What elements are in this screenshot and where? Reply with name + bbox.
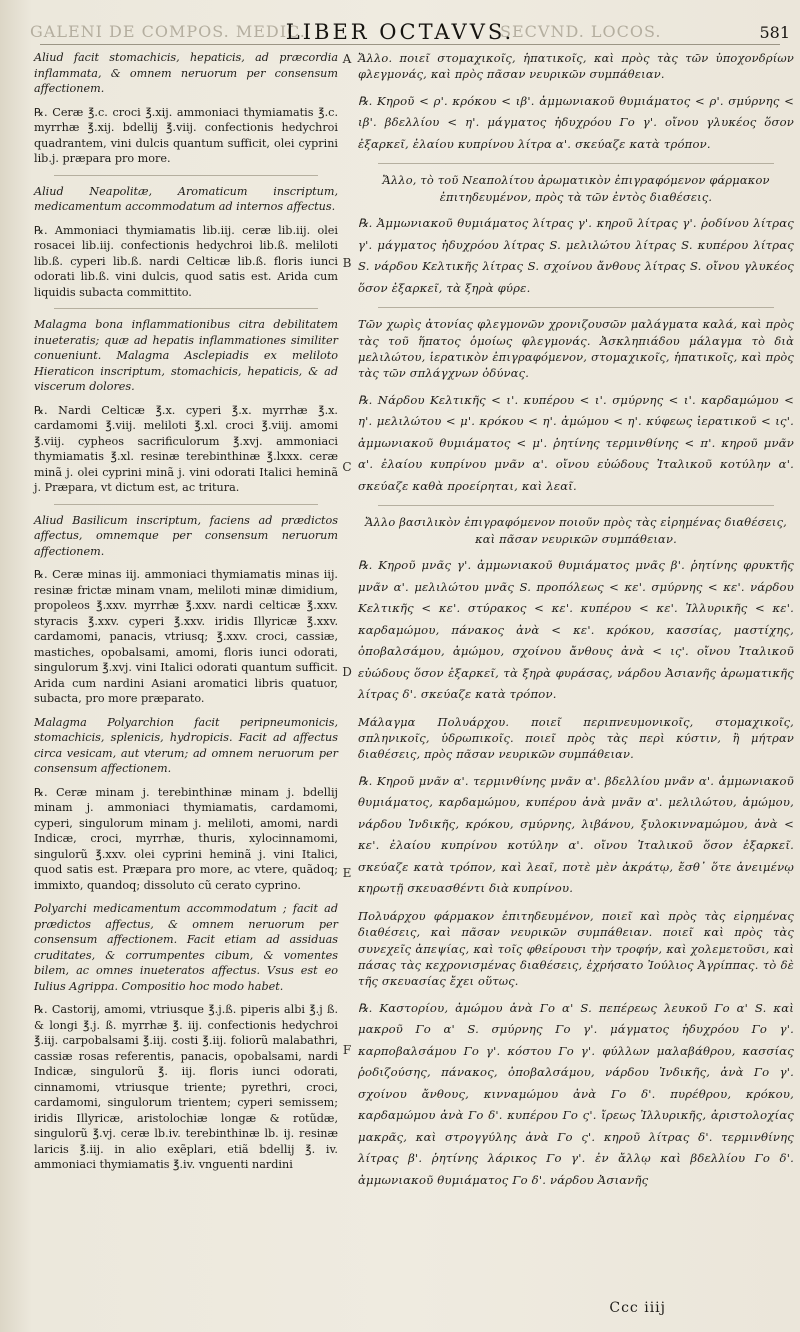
latin-heading-1: Aliud facit stomachicis, hepaticis, ad præcordia inflammata, & omnem neruorum per consensum affectionem. <box>34 51 338 95</box>
divider <box>54 175 318 176</box>
latin-recipe-6: ℞. Castorij, amomi, vtriusque ℥.j.ß. piperis albi ℥.j ß. & longi ℥.j. ß. myrrhæ ℥. iij. confectionis hedychroi ℥.iij. carpobalsami ℥.iij. costi ℥.iij. foliorũ malabathri, cassiæ rosas referentis, panacis, opobalsami, nardi Indicæ, singulorũ ℥. iij. floris iunci odorati, cinnamomi, vtriusque triente; pyrethri, croci, cardamomi, singulorum trientem; cyperi semissem; iridis Illyricæ, aristolochiæ longæ & rotũdæ, singulorũ ℥.vj. ceræ lb.iv. terebinthinæ lb. ij. resinæ laricis ℥.iij. in alio exẽplari, etiã bdellij ℥. iv. ammoniaci thymiamatis ℥.iv. vnguenti nardini <box>34 1003 338 1171</box>
margin-letter-e: E <box>342 866 352 880</box>
divider <box>378 163 774 164</box>
running-title: LIBER OCTAVVS. <box>285 20 515 44</box>
greek-recipe-5: ℞. Κηροῦ μνᾶν α'. τερμινθίνης μνᾶν α'. βδελλίου μνᾶν α'. ἀμμωνιακοῦ θυμιάματος, καρδαμώμου, κυπέρου ἀνὰ μνᾶν α'. μελιλώτου, ἀμώμου, νάρδου Ἰνδικῆς, κρόκου, σμύρνης, λιβάνου, ξυλοκινναμώμου, ἀνὰ < κε'. ἐλαίου κυπρίνου κοτύλην α'. οἴνου Ἰταλικοῦ ὅσον ἐξαρκεῖ. σκεύαζε κατὰ τρόπον, καὶ λεαῖ, ποτὲ μὲν ἀκράτῳ, ἔσθ᾽ ὅτε ἀνειμένῳ κηρωτῇ σκευασθέντι διὰ κυπρίνου. <box>358 773 794 896</box>
header-rule <box>40 44 780 45</box>
latin-heading-5: Malagma Polyarchion facit peripneumonicis, stomachicis, splenicis, hydropicis. Facit ad affectus circa vesicam, aut vterum; ad omnem neruorum per consensum affectionem. <box>34 715 338 775</box>
greek-recipe-4: ℞. Κηροῦ μνᾶς γ'. ἀμμωνιακοῦ θυμιάματος μνᾶς β'. ῥητίνης φρυκτῆς μνᾶν α'. μελιλώτου μνᾶς S. προπόλεως < κε'. σμύρνης < κε'. νάρδου Κελτικῆς < κε'. στύρακος < κε'. κυπέρου < κε'. Ἰλλυρικῆς < κε'. καρδαμώμου, πάνακος ἀνὰ < κε'. κρόκου, κασσίας, μαστίχης, ὀποβαλσάμου, ἀμώμου, σχοίνου ἄνθους ἀνὰ < ις'. οἴνου Ἰταλικοῦ εὐώδους ὅσον ἐξαρκεῖ, τὰ ξηρὰ φυράσας, νάρδου Ἀσιανῆς ἀρωματικῆς λίτρας δ'. σκεύαζε κατὰ τρόπον. <box>358 558 794 702</box>
greek-heading-4: Ἄλλο βασιλικὸν ἐπιγραφόμενον ποιοῦν πρὸς τὰς εἰρημένας διαθέσεις, καὶ πᾶσαν νευρικῶν συμπάθειαν. <box>364 515 788 546</box>
greek-column <box>358 50 794 1199</box>
greek-recipe-6: ℞. Καστορίου, ἀμώμου ἀνὰ Γο α' S. πεπέρεως λευκοῦ Γο α' S. καὶ μακροῦ Γο α' S. σμύρνης Γο γ'. μάγματος ἡδυχρόου Γο γ'. καρποβαλσάμου Γο γ'. κόστου Γο γ'. φύλλων μαλαβάθρου, κασσίας ῥοδιζούσης, πάνακος, ὀποβαλσάμου, νάρδου Ἰνδικῆς, ἀνὰ Γο γ'. σχοίνου ἄνθους, κινναμώμου ἀνὰ Γο δ'. πυρέθρου, κρόκου, καρδαμώμου ἀνὰ Γο δ'. κυπέρου Γο ς'. ἴρεως Ἰλλυρικῆς, ἀριστολοχίας μακρᾶς, καὶ στρογγύλης ἀνὰ Γο ς'. κηροῦ λίτρας δ'. τερμινθίνης λίτρας β'. ῥητίνης λάρικος Γο γ'. ἐν ἄλλῳ καὶ βδελλίου Γο δ'. ἀμμωνιακοῦ θυμιάματος Γο δ'. νάρδου Ἀσιανῆς <box>358 1000 794 1187</box>
greek-heading-1: Ἄλλο. ποιεῖ στομαχικοῖς, ἡπατικοῖς, καὶ πρὸς τὰς τῶν ὑποχονδρίων φλεγμονάς, καὶ πρὸς πᾶσαν νευρικῶν συμπάθειαν. <box>358 51 794 82</box>
latin-heading-3: Malagma bona inflammationibus citra debilitatem inueteratis; quæ ad hepatis inflammationes similiter conueniunt. Malagma Asclepiadis ex meliloto Hieraticon inscriptum, stomachicis, hepaticis, & ad viscerum dolores. <box>34 318 338 393</box>
latin-heading-4: Aliud Basilicum inscriptum, faciens ad prædictos affectus, omnemque per consensum neruorum affectionem. <box>34 513 338 558</box>
divider <box>378 307 774 308</box>
greek-heading-3: Τῶν χωρὶς ἀτονίας φλεγμονῶν χρονιζουσῶν μαλάγματα καλά, καὶ πρὸς τὰς τοῦ ἥπατος ὁμοίως φλεγμονάς. Ἀσκληπιάδου μάλαγμα τὸ διὰ μελιλώτου, ἱερατικὸν ἐπιγραφόμενον, στομαχικοῖς, ἡπατικοῖς, καὶ πρὸς τὰς τῶν σπλάγχνων ὀδύνας. <box>358 317 794 381</box>
latin-recipe-4: ℞. Ceræ minas iij. ammoniaci thymiamatis minas iij. resinæ frictæ minam vnam, meliloti minæ dimidium, propoleos ℥.xxv. myrrhæ ℥.xxv. nardi celticæ ℥.xxv. styracis ℥.xxv. cyperi ℥.xxv. iridis Illyricæ ℥.xxv. cardamomi, panacis, vtriusq; ℥.xxv. croci, cassiæ, mastiches, opobalsami, amomi, floris iunci odorati, singulorum ℥.xvj. vini Italici odorati quantum sufficit. Arida cum nardini Asiani aromatici libris quatuor, subacta, pro more præparato. <box>34 568 338 705</box>
margin-letter-b: B <box>342 256 352 270</box>
page-number: 581 <box>759 23 790 42</box>
latin-column <box>34 50 338 1181</box>
greek-heading-6: Πολυάρχου φάρμακον ἐπιτηδευμένον, ποιεῖ καὶ πρὸς τὰς εἰρημένας διαθέσεις, καὶ πᾶσαν νευρικῶν συμπάθειαν. ποιεῖ καὶ πρὸς τὰς συνεχεῖς ἀπεψίας, καὶ τοῖς φθείρουσι τὴν τροφήν, καὶ χολεμετοῦσι, καὶ πάσας τὰς κεχρονισμένας διαθέσεις, ἐχρήσατο Ἰούλιος Ἀγρίππας. τὸ δὲ τῆς σκευασίας ἔχει οὕτως. <box>358 908 794 989</box>
bleed-through-text-right: SECVND. LOCOS. <box>500 22 662 41</box>
latin-recipe-2: ℞. Ammoniaci thymiamatis lib.iij. ceræ lib.iij. olei rosacei lib.iij. confectionis hedychroi lib.ß. meliloti lib.ß. cyperi lib.ß. nardi Celticæ lib.ß. floris iunci odorati lib.ß. vini dulcis, quod satis est. Arida cum liquidis subacta committito. <box>34 223 338 299</box>
greek-heading-2: Ἄλλο, τὸ τοῦ Νεαπολίτου ἀρωματικὸν ἐπιγραφόμενον φάρμακον ἐπιτηδευμένον, πρὸς τὰ τῶν ἐντὸς διαθέσεις. <box>382 173 770 204</box>
margin-letter-c: C <box>342 460 352 474</box>
latin-heading-2: Aliud Neapolitæ, Aromaticum inscriptum, medicamentum accommodatum ad internos affectus. <box>34 184 338 213</box>
signature-mark: Ccc iiij <box>609 1300 666 1316</box>
latin-heading-6: Polyarchi medicamentum accommodatum ; facit ad prædictos affectus, & omnem neruorum per consensum affectionem. Facit etiam ad assiduas cruditates, & corrumpentes cibum, & vomentes bilem, ac omnes inueteratos affectus. Vsus est eo Iulius Agrippa. Compositio hoc modo habet. <box>34 902 338 993</box>
latin-recipe-3: ℞. Nardi Celticæ ℥.x. cyperi ℥.x. myrrhæ ℥.x. cardamomi ℥.viij. meliloti ℥.xl. croci ℥.viij. amomi ℥.viij. cypheos sacrificulorum ℥.xvj. ammoniaci thymiamatis ℥.xl. resinæ terebinthinæ ℥.lxxx. ceræ minã j. olei cyprini minã j. vini odorati Italici heminã j. Præpara, vt dictum est, ac tritura. <box>34 403 338 494</box>
divider <box>54 504 318 505</box>
bleed-through-text-left: GALENI DE COMPOS. MEDIC. <box>30 22 306 41</box>
greek-recipe-1: ℞. Κηροῦ < ρ'. κρόκου < ιβ'. ἀμμωνιακοῦ θυμιάματος < ρ'. σμύρνης < ιβ'. βδελλίου < η'. μάγματος ἡδυχρόου Γο γ'. οἴνου γλυκέος ὅσον ἐξαρκεῖ, ἐλαίου κυπρίνου λίτρα α'. σκεύαζε κατὰ τρόπον. <box>358 93 794 151</box>
greek-recipe-2: ℞. Ἀμμωνιακοῦ θυμιάματος λίτρας γ'. κηροῦ λίτρας γ'. ῥοδίνου λίτρας γ'. μάγματος ἡδυχρόου λίτρας S. μελιλώτου λίτρας S. κυπέρου λίτρας S. νάρδου Κελτικῆς λίτρας S. σχοίνου ἄνθους λίτρας S. οἴνου γλυκέος ὅσον ἐξαρκεῖ, τὰ ξηρὰ φύρε. <box>358 216 794 295</box>
greek-recipe-3: ℞. Νάρδου Κελτικῆς < ι'. κυπέρου < ι'. σμύρνης < ι'. καρδαμώμου < η'. μελιλώτου < μ'. κρόκου < η'. ἀμώμου < η'. κύφεως ἱερατικοῦ < ις'. ἀμμωνιακοῦ θυμιάματος < μ'. ῥητίνης τερμινθίνης < π'. κηροῦ μνᾶν α'. ἐλαίου κυπρίνου μνᾶν α'. οἴνου εὐώδους Ἰταλικοῦ κοτύλην α'. σκεύαζε καθὰ προείρηται, καὶ λεαῖ. <box>358 392 794 493</box>
margin-letter-a: A <box>342 52 352 66</box>
margin-letter-d: D <box>342 665 352 679</box>
divider <box>54 308 318 309</box>
divider <box>378 505 774 506</box>
page-header <box>0 20 800 52</box>
latin-recipe-5: ℞. Ceræ minam j. terebinthinæ minam j. bdellij minam j. ammoniaci thymiamatis, cardamomi, cyperi, singulorum minam j. meliloti, amomi, nardi Indicæ, croci, myrrhæ, thuris, xylocinnamomi, singulorũ ℥.xxv. olei cyprini heminã j. vini Italici, quod satis est. Præpara pro more, ac vtere, quãdoq; immixto, quandoq; dissoluto cũ cerato cyprino. <box>34 785 338 892</box>
margin-letter-f: F <box>342 1043 352 1057</box>
latin-recipe-1: ℞. Ceræ ℥.c. croci ℥.xij. ammoniaci thymiamatis ℥.c. myrrhæ ℥.xij. bdellij ℥.viij. confectionis hedychroi quadrantem, vini dulcis quantum sufficit, olei cyprini lib.j. præpara pro more. <box>34 105 338 165</box>
greek-heading-5: Μάλαγμα Πολυάρχου. ποιεῖ περιπνευμονικοῖς, στομαχικοῖς, σπληνικοῖς, ὑδρωπικοῖς. ποιεῖ πρὸς τὰς περὶ κύστιν, ἢ μήτραν διαθέσεις, πρὸς πᾶσαν νευρικῶν συμπάθειαν. <box>358 714 794 762</box>
